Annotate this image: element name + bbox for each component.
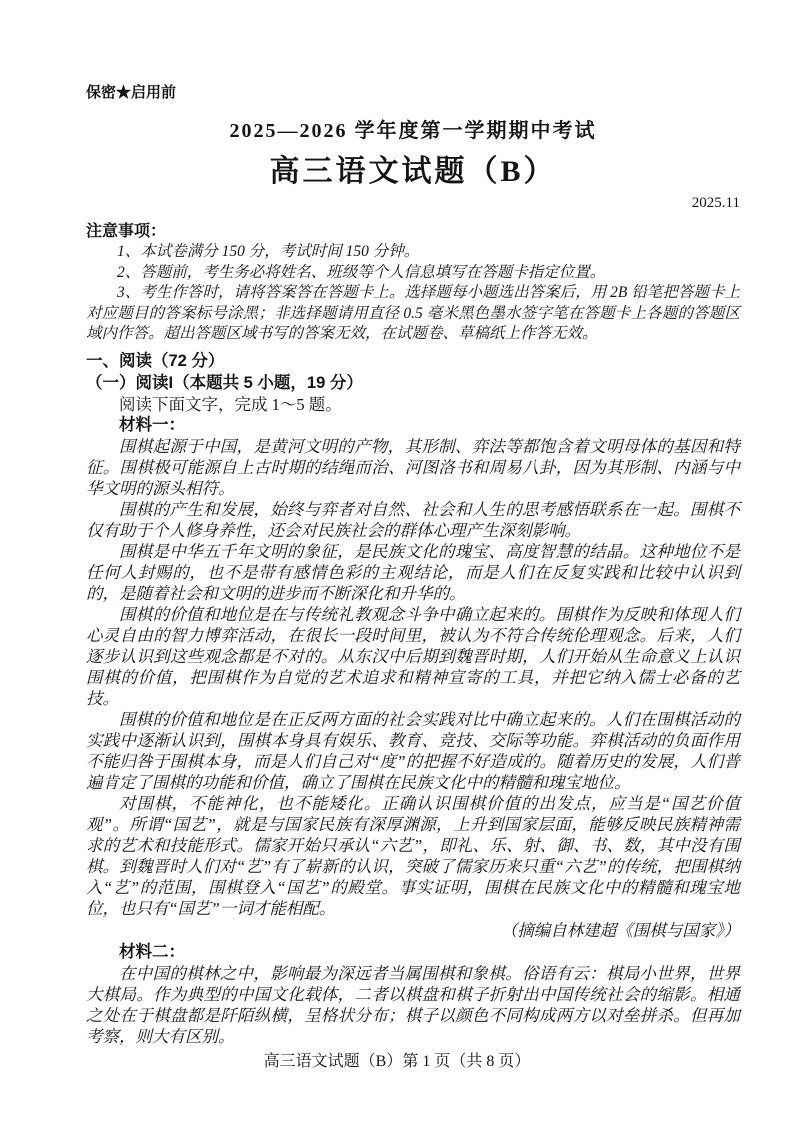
material-2-paragraph-1: 在中国的棋林之中，影响最为深远者当属围棋和象棋。俗语有云：棋局小世界，世界大棋局。作为典型的中国文化载体，二者以棋盘和棋子折射出中国传统社会的缩影。相通之处在于棋盘都是阡陌纵横，呈格状分布；棋子以颜色不同构成两方以对垒拼杀。但再加考察，则大有区别。 — [86, 963, 740, 1046]
material-1-paragraph-1: 围棋起源于中国，是黄河文明的产物，其形制、弈法等都饱含着文明母体的基因和特征。围棋极可能源自上古时期的结绳而治、河图洛书和周易八卦，因为其形制、内涵与中华文明的源头相符。 — [86, 436, 740, 498]
section-heading-reading: 一、阅读（72 分） — [86, 351, 225, 370]
material-2-label: 材料二： — [119, 942, 185, 961]
notice-item-3: 3、考生作答时，请将答案答在答题卡上。选择题每小题选出答案后，用 2B 铅笔把答题卡上对应题目的答案标号涂黑；非选择题请用直径 0.5 毫米黑色墨水签字笔在答题卡上各题的答题区域内作答。超出答题区域书写的答案无效，在试题卷、草稿纸上作答无效。 — [86, 284, 740, 342]
subsection-heading-reading-1: （一）阅读I（本题共 5 小题，19 分） — [86, 373, 363, 392]
secrecy-notice: 保密★启用前 — [86, 84, 177, 101]
notice-item-1: 1、本试卷满分 150 分，考试时间 150 分钟。 — [117, 243, 420, 260]
notice-item-2: 2、答题前，考生务必将姓名、班级等个人信息填写在答题卡指定位置。 — [117, 263, 606, 281]
page-title: 高三语文试题（B） — [269, 155, 557, 188]
material-1-label: 材料一： — [119, 415, 185, 434]
page-footer: 高三语文试题（B）第 1 页（共 8 页） — [263, 1053, 531, 1070]
material-1-paragraph-3: 围棋是中华五千年文明的象征，是民族文化的瑰宝、高度智慧的结晶。这种地位不是任何人封赐的，也不是带有感情色彩的主观结论，而是人们在反复实践和比较中认识到的，是随着社会和文明的进步而不断深化和升华的。 — [86, 541, 740, 603]
material-1-paragraph-4: 围棋的价值和地位是在与传统礼教观念斗争中确立起来的。围棋作为反映和体现人们心灵自由的智力博弈活动，在很长一段时间里，被认为不符合传统伦理观念。后来，人们逐步认识到这些观念都是不对的。从东汉中后期到魏晋时期，人们开始从生命意义上认识围棋的价值，把围棋作为自觉的艺术追求和精神宣寄的工具，并把它纳入儒士必备的艺技。 — [86, 604, 740, 708]
material-1-attribution: （摘编自林建超《围棋与国家》） — [500, 920, 740, 940]
reading-instruction: 阅读下面文字，完成 1～5 题。 — [119, 394, 342, 414]
exam-date: 2025.11 — [691, 195, 740, 211]
exam-session-line: 2025—2026 学年度第一学期期中考试 — [229, 120, 597, 142]
notice-heading: 注意事项： — [86, 223, 167, 240]
material-1-paragraph-2: 围棋的产生和发展，始终与弈者对自然、社会和人生的思考感悟联系在一起。围棋不仅有助于个人修身养性，还会对民族社会的群体心理产生深刻影响。 — [86, 499, 740, 540]
material-1-paragraph-6: 对围棋，不能神化，也不能矮化。正确认识围棋价值的出发点，应当是“国艺价值观”。所谓“国艺”，就是与国家民族有深厚渊源，上升到国家层面，能够反映民族精神需求的艺术和技能形式。儒家开始只承认“六艺”，即礼、乐、射、御、书、数，其中没有围棋。到魏晋时人们对“艺”有了崭新的认识，突破了儒家历来只重“六艺”的传统，把围棋纳入“艺”的范围，围棋登入“国艺”的殿堂。事实证明，围棋在民族文化中的精髓和瑰宝地位，也只有“国艺”一词才能相配。 — [86, 793, 740, 918]
material-1-paragraph-5: 围棋的价值和地位是在正反两方面的社会实践对比中确立起来的。人们在围棋活动的实践中逐渐认识到，围棋本身具有娱乐、教育、竞技、交际等功能。弈棋活动的负面作用不能归咎于围棋本身，而是人们自己对“度”的把握不好造成的。随着历史的发展，人们普遍肯定了围棋的功能和价值，确立了围棋在民族文化中的精髓和瑰宝地位。 — [86, 709, 740, 792]
